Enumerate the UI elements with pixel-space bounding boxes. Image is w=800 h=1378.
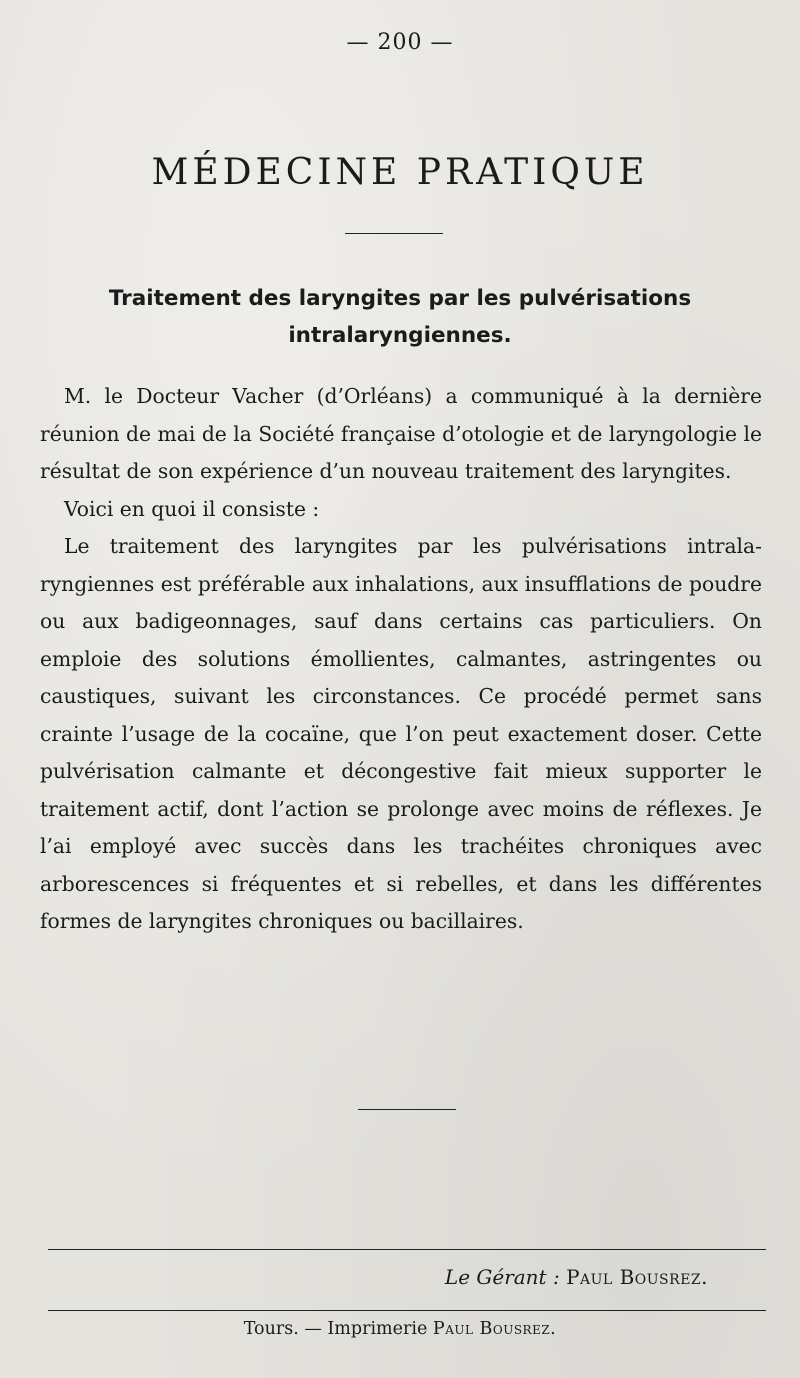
paragraph-treatment: Le traitement des laryngites par les pulvérisations intralaryngiennes est préférable aux inhalations, aux insufflations de poudre ou aux badigeonnages, sauf dans certains cas particuliers. On emploie des solutions émollientes, calmantes, astringentes ou caustiques, suivant les circonstances. Ce procédé permet sans crainte l’usage de la cocaïne, que l’on peut exactement doser. Cette pulvérisation calmante et décongestive fait mieux supporter le traitement actif, dont l’action se prolonge avec moins de réflexes. Je l’ai employé avec succès dans les trachéites chroniques avec arborescences si fréquentes et si rebelles, et dans les différentes formes de laryngites chroniques ou bacillaires. [40,534,762,933]
imprint-prefix: Tours. — Imprimerie [243,1319,428,1339]
paragraph-intro: M. le Docteur Vacher (d’Orléans) a communiqué à la dernière réunion de mai de la Société française d’otologie et de laryngologie le résultat de son expérience d’un nouveau traitement des laryngites. [40,384,762,483]
gerant-label: Le Gérant : [444,1265,560,1289]
end-divider [358,1109,456,1110]
page-number: — 200 — [346,30,454,55]
title-divider [345,233,443,234]
footer-rule-bottom [48,1310,766,1311]
paragraph-lead: Voici en quoi il consiste : [64,496,320,521]
article-body [40,378,762,941]
article-heading: Traitement des laryngites par les pulvérisations intralaryngiennes. [108,286,692,348]
section-title: MÉDECINE PRATIQUE [151,152,649,193]
gerant-signature [445,1265,708,1289]
gerant-name: Paul Bousrez. [566,1265,708,1289]
footer-rule-top [48,1249,766,1250]
printer-imprint [0,1319,800,1339]
imprint-name: Paul Bousrez. [432,1319,557,1339]
